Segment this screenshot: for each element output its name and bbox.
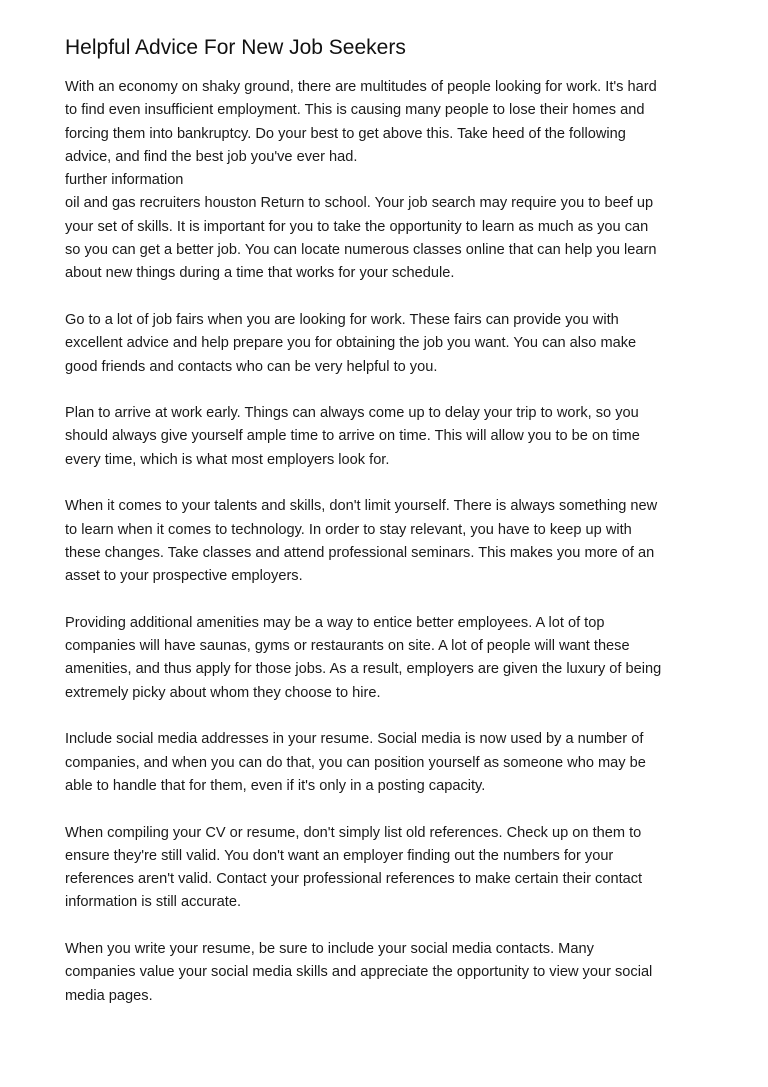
text-line: When compiling your CV or resume, don't simply list old references. Check up on them to	[65, 824, 642, 841]
paragraph-social-media-contacts	[65, 938, 708, 1008]
text-line: about new things during a time that works for your schedule.	[65, 265, 455, 282]
text-line: ensure they're still valid. You don't want an employer finding out the numbers for your	[65, 847, 614, 864]
text-line: companies will have saunas, gyms or restaurants on site. A lot of people will want these	[65, 638, 630, 655]
text-line: Include social media addresses in your resume. Social media is now used by a number of	[65, 731, 644, 748]
page-title: Helpful Advice For New Job Seekers	[65, 36, 406, 59]
text-line: companies, and when you can do that, you can position yourself as someone who may be	[65, 754, 646, 771]
text-line: so you can get a better job. You can locate numerous classes online that can help you learn	[65, 242, 657, 259]
text-line: advice, and find the best job you've ever had.	[65, 148, 358, 165]
text-line: references aren't valid. Contact your professional references to make certain their contact	[65, 871, 643, 888]
paragraph-talents-skills	[65, 495, 708, 588]
text-line: to find even insufficient employment. This is causing many people to lose their homes and	[65, 102, 645, 119]
text-line: When it comes to your talents and skills, don't limit yourself. There is always something new	[65, 498, 658, 515]
text-line: companies value your social media skills and appreciate the opportunity to view your social	[65, 964, 653, 981]
intro-paragraph	[65, 76, 708, 286]
text-line: asset to your prospective employers.	[65, 568, 303, 585]
text-line: extremely picky about whom they choose to hire.	[65, 684, 381, 701]
text-line: able to handle that for them, even if it's only in a posting capacity.	[65, 777, 486, 794]
text-line: these changes. Take classes and attend professional seminars. This makes you more of an	[65, 544, 655, 561]
text-line: Providing additional amenities may be a way to entice better employees. A lot of top	[65, 614, 605, 631]
text-line: With an economy on shaky ground, there are multitudes of people looking for work. It's hard	[65, 79, 657, 95]
text-line: information is still accurate.	[65, 894, 242, 911]
text-line: should always give yourself ample time to arrive on time. This will allow you to be on time	[65, 428, 640, 445]
paragraph-job-fairs	[65, 309, 708, 379]
text-line: to learn when it comes to technology. In order to stay relevant, you have to keep up with	[65, 521, 632, 538]
further-information-link: further information	[65, 172, 184, 189]
text-line: Plan to arrive at work early. Things can always come up to delay your trip to work, so you	[65, 405, 639, 422]
paragraph-references	[65, 822, 708, 915]
text-line: your set of skills. It is important for you to take the opportunity to learn as much as you can	[65, 218, 649, 235]
text-line: amenities, and thus apply for those jobs. As a result, employers are given the luxury of being	[65, 661, 662, 678]
text-line: forcing them into bankruptcy. Do your best to get above this. Take heed of the following	[65, 125, 626, 142]
text-line: media pages.	[65, 987, 153, 1004]
paragraph-arrive-early	[65, 402, 708, 472]
text-line: excellent advice and help prepare you for obtaining the job you want. You can also make	[65, 335, 637, 352]
text-line: good friends and contacts who can be very helpful to you.	[65, 358, 438, 375]
text-line: oil and gas recruiters houston Return to school. Your job search may require you to beef up	[65, 195, 654, 212]
text-line: When you write your resume, be sure to include your social media contacts. Many	[65, 940, 594, 957]
paragraph-amenities	[65, 612, 708, 705]
text-line: every time, which is what most employers look for.	[65, 451, 390, 468]
text-line: Go to a lot of job fairs when you are looking for work. These fairs can provide you with	[65, 311, 619, 328]
paragraph-social-media-resume	[65, 728, 708, 798]
